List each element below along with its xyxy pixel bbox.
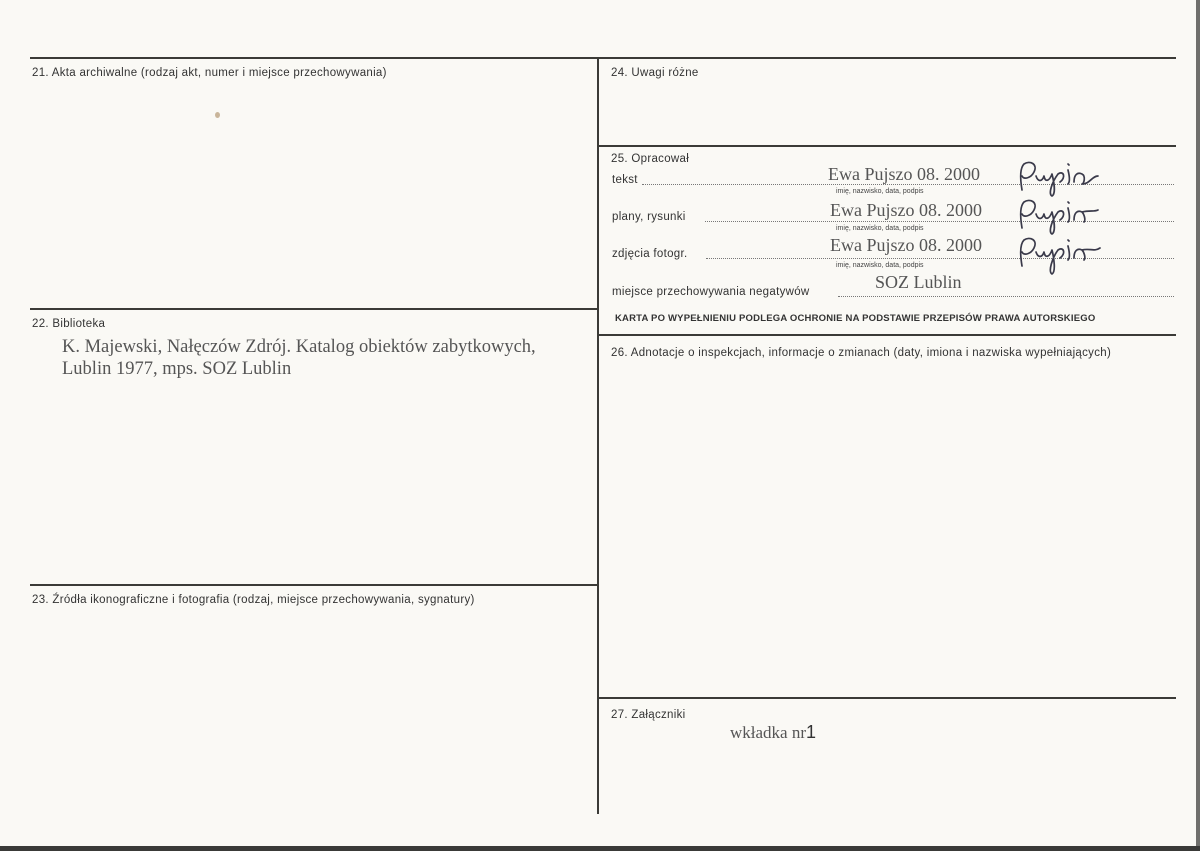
library-entry-line-1: K. Majewski, Nałęczów Zdrój. Katalog obiektów zabytkowych,	[62, 337, 536, 357]
attachments-number: 1	[806, 722, 817, 742]
section-24-label: 24. Uwagi różne	[611, 67, 699, 79]
divider-24-25	[598, 145, 1176, 147]
text-author-label: tekst	[612, 174, 638, 186]
top-border-line	[30, 57, 1176, 59]
section-25-label: 25. Opracował	[611, 153, 690, 165]
divider-26-27	[598, 697, 1176, 699]
text-author-value: Ewa Pujszo 08. 2000	[828, 164, 980, 184]
section-23-label: 23. Źródła ikonograficzne i fotografia (rodzaj, miejsce przechowywania, sygnatury)	[32, 594, 475, 606]
attachments-value-text: wkładka nr	[730, 723, 807, 742]
divider-21-22	[30, 308, 598, 310]
divider-22-23	[30, 584, 598, 586]
negatives-location-value: SOZ Lublin	[875, 272, 962, 292]
negatives-location-dotted-line	[838, 296, 1174, 297]
signature-image	[1012, 158, 1108, 198]
photos-author-label: zdjęcia fotogr.	[612, 248, 688, 260]
plans-author-caption: imię, nazwisko, data, podpis	[836, 225, 924, 232]
text-author-caption: imię, nazwisko, data, podpis	[836, 188, 924, 195]
copyright-note: KARTA PO WYPEŁNIENIU PODLEGA OCHRONIE NA PODSTAWIE PRZEPISÓW PRAWA AUTORSKIEGO	[615, 313, 1096, 324]
attachments-value	[730, 722, 816, 743]
photos-author-caption: imię, nazwisko, data, podpis	[836, 262, 924, 269]
plans-author-value: Ewa Pujszo 08. 2000	[830, 200, 982, 220]
section-22-label: 22. Biblioteka	[32, 318, 106, 330]
paper-speck	[215, 112, 220, 118]
plans-author-label: plany, rysunki	[612, 211, 686, 223]
page-edge-right	[1196, 0, 1200, 851]
divider-25-26	[598, 334, 1176, 336]
center-divider-line	[597, 57, 599, 814]
library-entry-line-2: Lublin 1977, mps. SOZ Lublin	[62, 359, 292, 379]
negatives-location-label: miejsce przechowywania negatywów	[612, 286, 810, 298]
section-26-label: 26. Adnotacje o inspekcjach, informacje o zmianach (daty, imiona i nazwiska wypełniających)	[611, 347, 1112, 359]
photos-author-value: Ewa Pujszo 08. 2000	[830, 235, 982, 255]
section-27-label: 27. Załączniki	[611, 709, 686, 721]
page-edge-bottom	[0, 846, 1200, 851]
signature-image	[1012, 230, 1108, 276]
section-21-label: 21. Akta archiwalne (rodzaj akt, numer i miejsce przechowywania)	[32, 67, 387, 79]
